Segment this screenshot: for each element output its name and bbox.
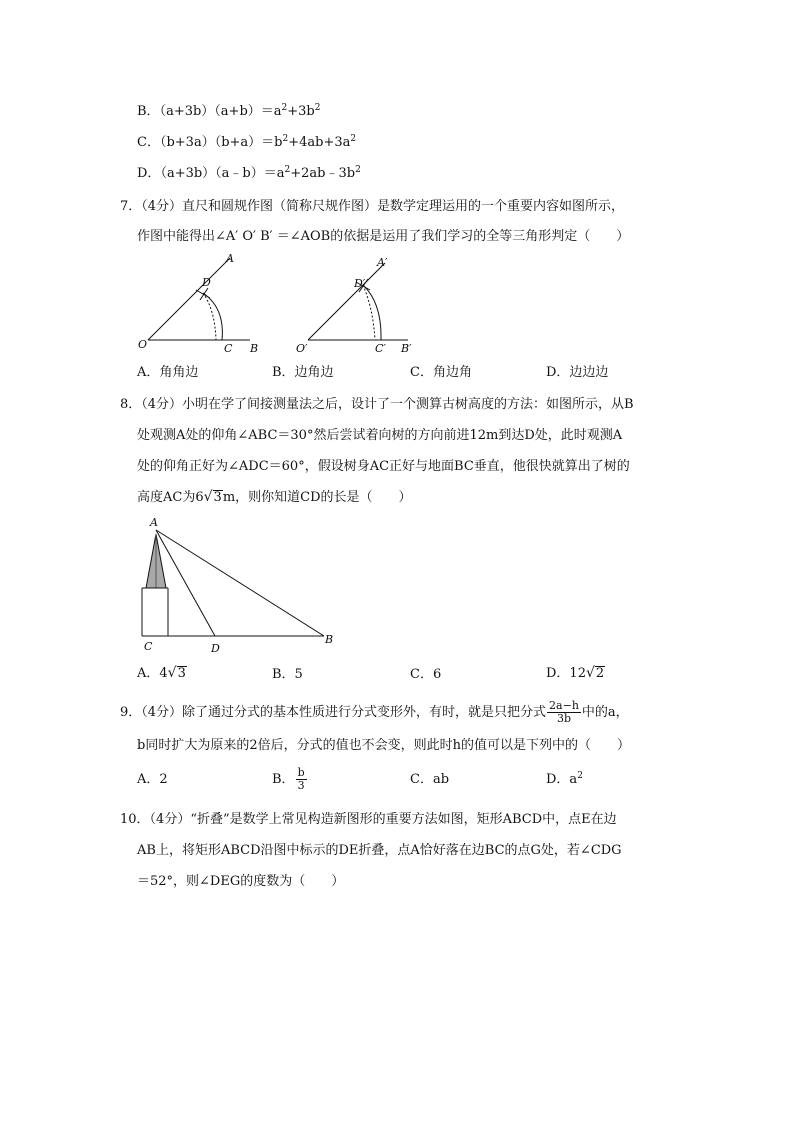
q7-label-d2: D′ <box>354 277 366 290</box>
q6-option-d: D．$(a+3b)(a﹣b)=a^2+2ab﹣3b^2$ <box>137 165 361 181</box>
q8-label-a: A <box>150 516 158 529</box>
q8-line1: 8．（4分）小明在学了间接测量法之后，设计了一个测算古树高度的方法：如图所示，从B <box>120 397 634 412</box>
q8-line4: 高度AC为6√3m，则你知道CD的长是（ ） <box>137 489 412 505</box>
q7-label-o: O <box>138 338 148 351</box>
q6-option-c: C．$(b+3a)(b+a)=b^2+4ab+3a^2$ <box>137 134 357 150</box>
q7-line1: 7．（4分）直尺和圆规作图（简称尺规作图）是数学定理运用的一个重要内容如图所示， <box>120 199 625 214</box>
q8-option-c: C．6 <box>410 667 442 682</box>
q8-option-d: D．12√2 <box>546 665 605 681</box>
q8-option-b: B．5 <box>272 667 303 682</box>
q8-label-d: D <box>211 642 220 655</box>
q9-option-c: C．ab <box>410 772 450 787</box>
q9-line2: b同时扩大为原来的2倍后，分式的值也不会变，则此时h的值可以是下列中的（ ） <box>137 738 630 753</box>
q7-figure-left <box>138 252 258 355</box>
q7-figure <box>130 248 430 356</box>
q8-label-b: B <box>325 633 334 646</box>
q9-fraction: $\frac{2a-h}{3b}$ <box>549 699 579 725</box>
q7-option-d: D．边边边 <box>546 365 609 380</box>
q7-label-a: A <box>226 252 234 265</box>
q10-line2: AB上，将矩形ABCD沿图中标示的DE折叠，点A恰好落在边BC的点G处，若∠CDG <box>137 843 622 858</box>
q6-option-b: B．$(a+3b)(a+b)=a^2+3b^2$ <box>137 103 321 119</box>
q8-line2: 处观测A处的仰角∠ABC＝30°然后尝试着向树的方向前进12m到达D处，此时观测A <box>137 428 623 443</box>
q7-label-a2: A′ <box>377 256 388 269</box>
q7-label-b2: B′ <box>401 342 412 355</box>
q9-option-b: B． $\frac{b}{3}$ <box>272 766 305 792</box>
q10-line1: 10．（4分）“折叠”是数学上常见构造新图形的重要方法如图，矩形ABCD中，点E在边 <box>120 812 617 827</box>
q8-line3: 处的仰角正好为∠ADC＝60°，假设树身AC正好与地面BC垂直，他很快就算出了树的 <box>137 459 630 474</box>
q7-option-a: A．角角边 <box>137 365 199 380</box>
q7-figure-right <box>296 256 412 355</box>
q7-label-o2: O′ <box>296 342 308 355</box>
q10-line3: ＝52°，则∠DEG的度数为（ ） <box>137 874 345 889</box>
q8-figure <box>138 512 348 657</box>
q8-option-a: A．4√3 <box>137 665 186 681</box>
q7-label-c: C <box>224 342 233 355</box>
q7-option-b: B．边角边 <box>272 365 334 380</box>
q9-option-a: A．2 <box>137 772 168 787</box>
q7-option-c: C．角边角 <box>410 365 472 380</box>
q8-label-c: C <box>144 640 153 653</box>
q9-line1: 9．（4分）除了通过分式的基本性质进行分式变形外，有时，就是只把分式 $\frac{2a-h}{3b}$ 中的a， <box>120 699 629 725</box>
q7-label-d: D <box>202 276 211 289</box>
q7-line2: 作图中能得出∠A′ O′ B′ ＝∠AOB的依据是运用了我们学习的全等三角形判定（ ） <box>137 229 630 244</box>
q7-label-b: B <box>250 342 259 355</box>
q7-label-c2: C′ <box>375 342 386 355</box>
q9-option-d: D．$a^2$ <box>546 771 583 787</box>
